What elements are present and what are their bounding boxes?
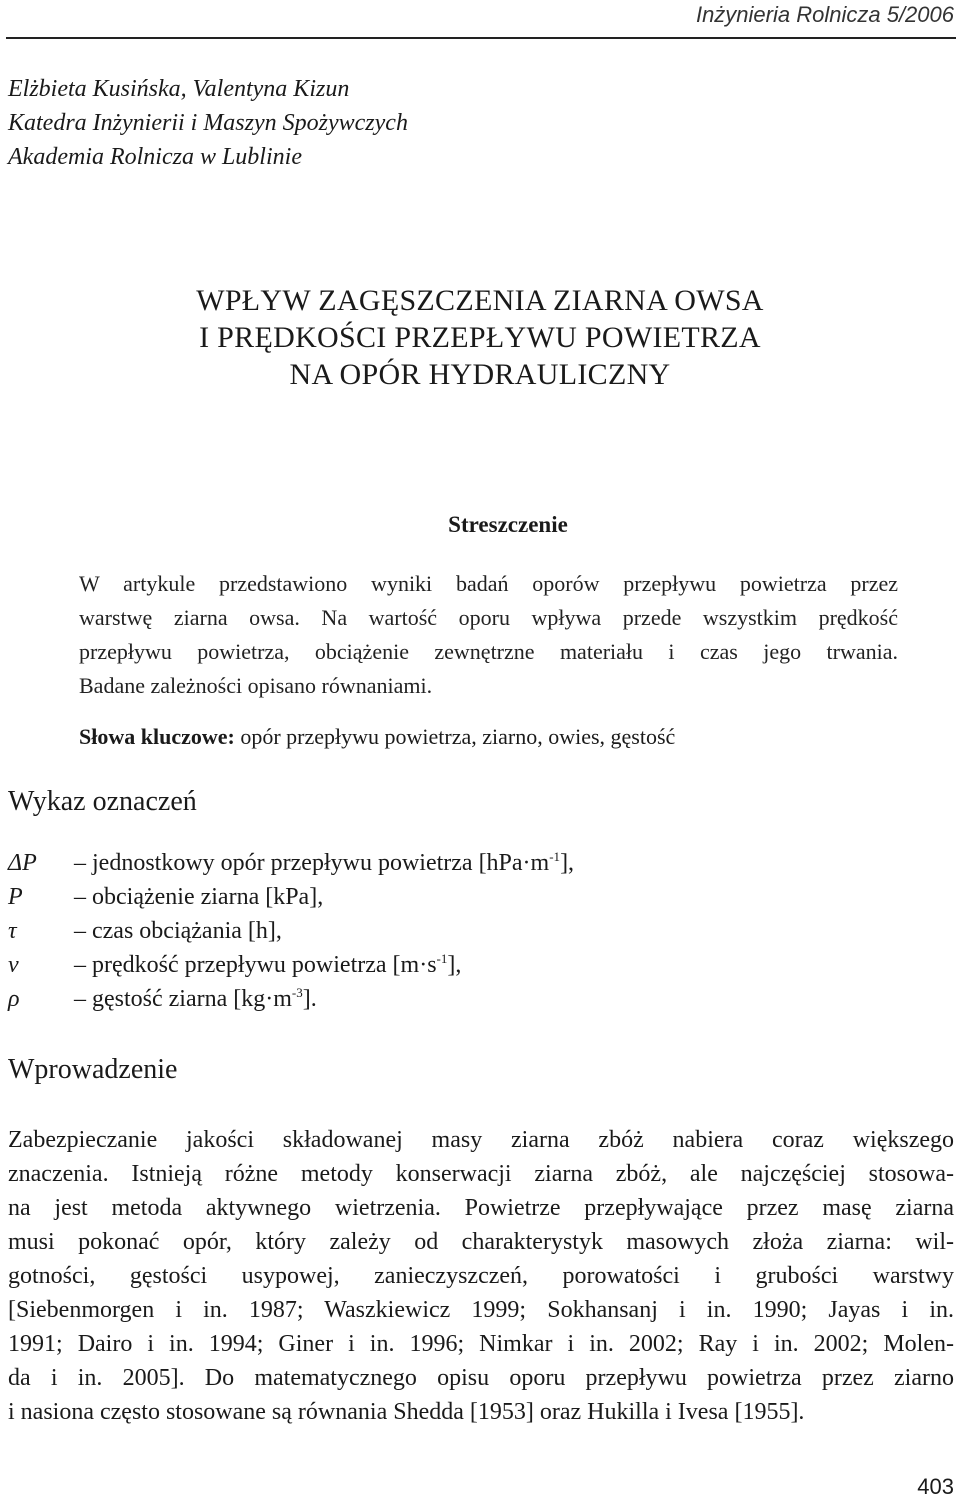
symbol: τ <box>8 918 17 944</box>
intro-line: znaczenia. Istnieją różne metody konserwacji ziarna zbóż, ale najczęściej stosowa- <box>8 1161 954 1187</box>
intro-line: i nasiona często stosowane są równania Shedda [1953] oraz Hukilla i Ivesa [1955]. <box>8 1399 805 1425</box>
keywords <box>79 724 675 750</box>
intro-line: musi pokonać opór, który zależy od charakterystyk masowych złoża ziarna: wil- <box>8 1229 954 1255</box>
symbols-heading: Wykaz oznaczeń <box>8 786 197 817</box>
department-line: Katedra Inżynierii i Maszyn Spożywczych <box>8 110 408 136</box>
authors-line: Elżbieta Kusińska, Valentyna Kizun <box>8 76 350 102</box>
keywords-label: Słowa kluczowe: <box>79 724 235 749</box>
intro-line: Zabezpieczanie jakości składowanej masy ziarna zbóż nabiera coraz większego <box>8 1127 954 1153</box>
symbol: ρ <box>8 986 20 1012</box>
title-line: WPŁYW ZAGĘSZCZENIA ZIARNA OWSA <box>196 284 764 317</box>
introduction-body <box>8 1123 954 1429</box>
abstract-line: Badane zależności opisano równaniami. <box>79 673 433 698</box>
symbol: ΔP <box>8 850 37 876</box>
author-block <box>8 72 408 174</box>
intro-line: da i in. 2005]. Do matematycznego opisu oporu przepływu powietrza przez ziarno <box>8 1365 954 1391</box>
abstract-line: W artykule przedstawiono wyniki badań oporów przepływu powietrza przez <box>79 571 898 596</box>
journal-header: Inżynieria Rolnicza 5/2006 <box>695 2 954 27</box>
abstract-line: warstwę ziarna owsa. Na wartość oporu wpływa przede wszystkim prędkość <box>79 605 898 630</box>
introduction-heading: Wprowadzenie <box>8 1054 178 1085</box>
symbol-description: – obciążenie ziarna [kPa], <box>74 884 324 910</box>
title-line: NA OPÓR HYDRAULICZNY <box>289 358 671 391</box>
intro-line: gotności, gęstości usypowej, zanieczyszczeń, porowatości i grubości warstwy <box>8 1263 954 1289</box>
keywords-text: opór przepływu powietrza, ziarno, owies, gęstość <box>234 724 676 749</box>
symbol: P <box>8 884 23 910</box>
symbol-description: – gęstość ziarna $[kg\cdot m^{-3}]$. <box>74 985 317 1012</box>
abstract-line: przepływu powietrza, obciążenie zewnętrzne materiału i czas jego trwania. <box>79 639 898 664</box>
abstract-body <box>79 567 898 703</box>
symbol: v <box>8 952 19 978</box>
intro-line: 1991; Dairo i in. 1994; Giner i in. 1996; Nimkar i in. 2002; Ray i in. 2002; Molen- <box>8 1331 954 1357</box>
page-number: 403 <box>917 1474 954 1499</box>
symbol-description: – jednostkowy opór przepływu powietrza $[hPa\cdot m^{-1}]$, <box>74 849 575 876</box>
symbol-description: – prędkość przepływu powietrza $[m\cdot s^{-1}]$, <box>74 951 462 978</box>
institution-line: Akademia Rolnicza w Lublinie <box>8 144 302 170</box>
header-rule <box>6 37 956 39</box>
intro-line: [Siebenmorgen i in. 1987; Waszkiewicz 1999; Sokhansanj i in. 1990; Jayas i in. <box>8 1297 954 1323</box>
title-line: I PRĘDKOŚCI PRZEPŁYWU POWIETRZA <box>199 321 761 354</box>
paper-title <box>0 282 960 393</box>
abstract-heading: Streszczenie <box>448 512 568 537</box>
intro-line: na jest metoda aktywnego wietrzenia. Powietrze przepływające przez masę ziarna <box>8 1195 954 1221</box>
symbol-description: – czas obciążania [h], <box>74 918 282 944</box>
